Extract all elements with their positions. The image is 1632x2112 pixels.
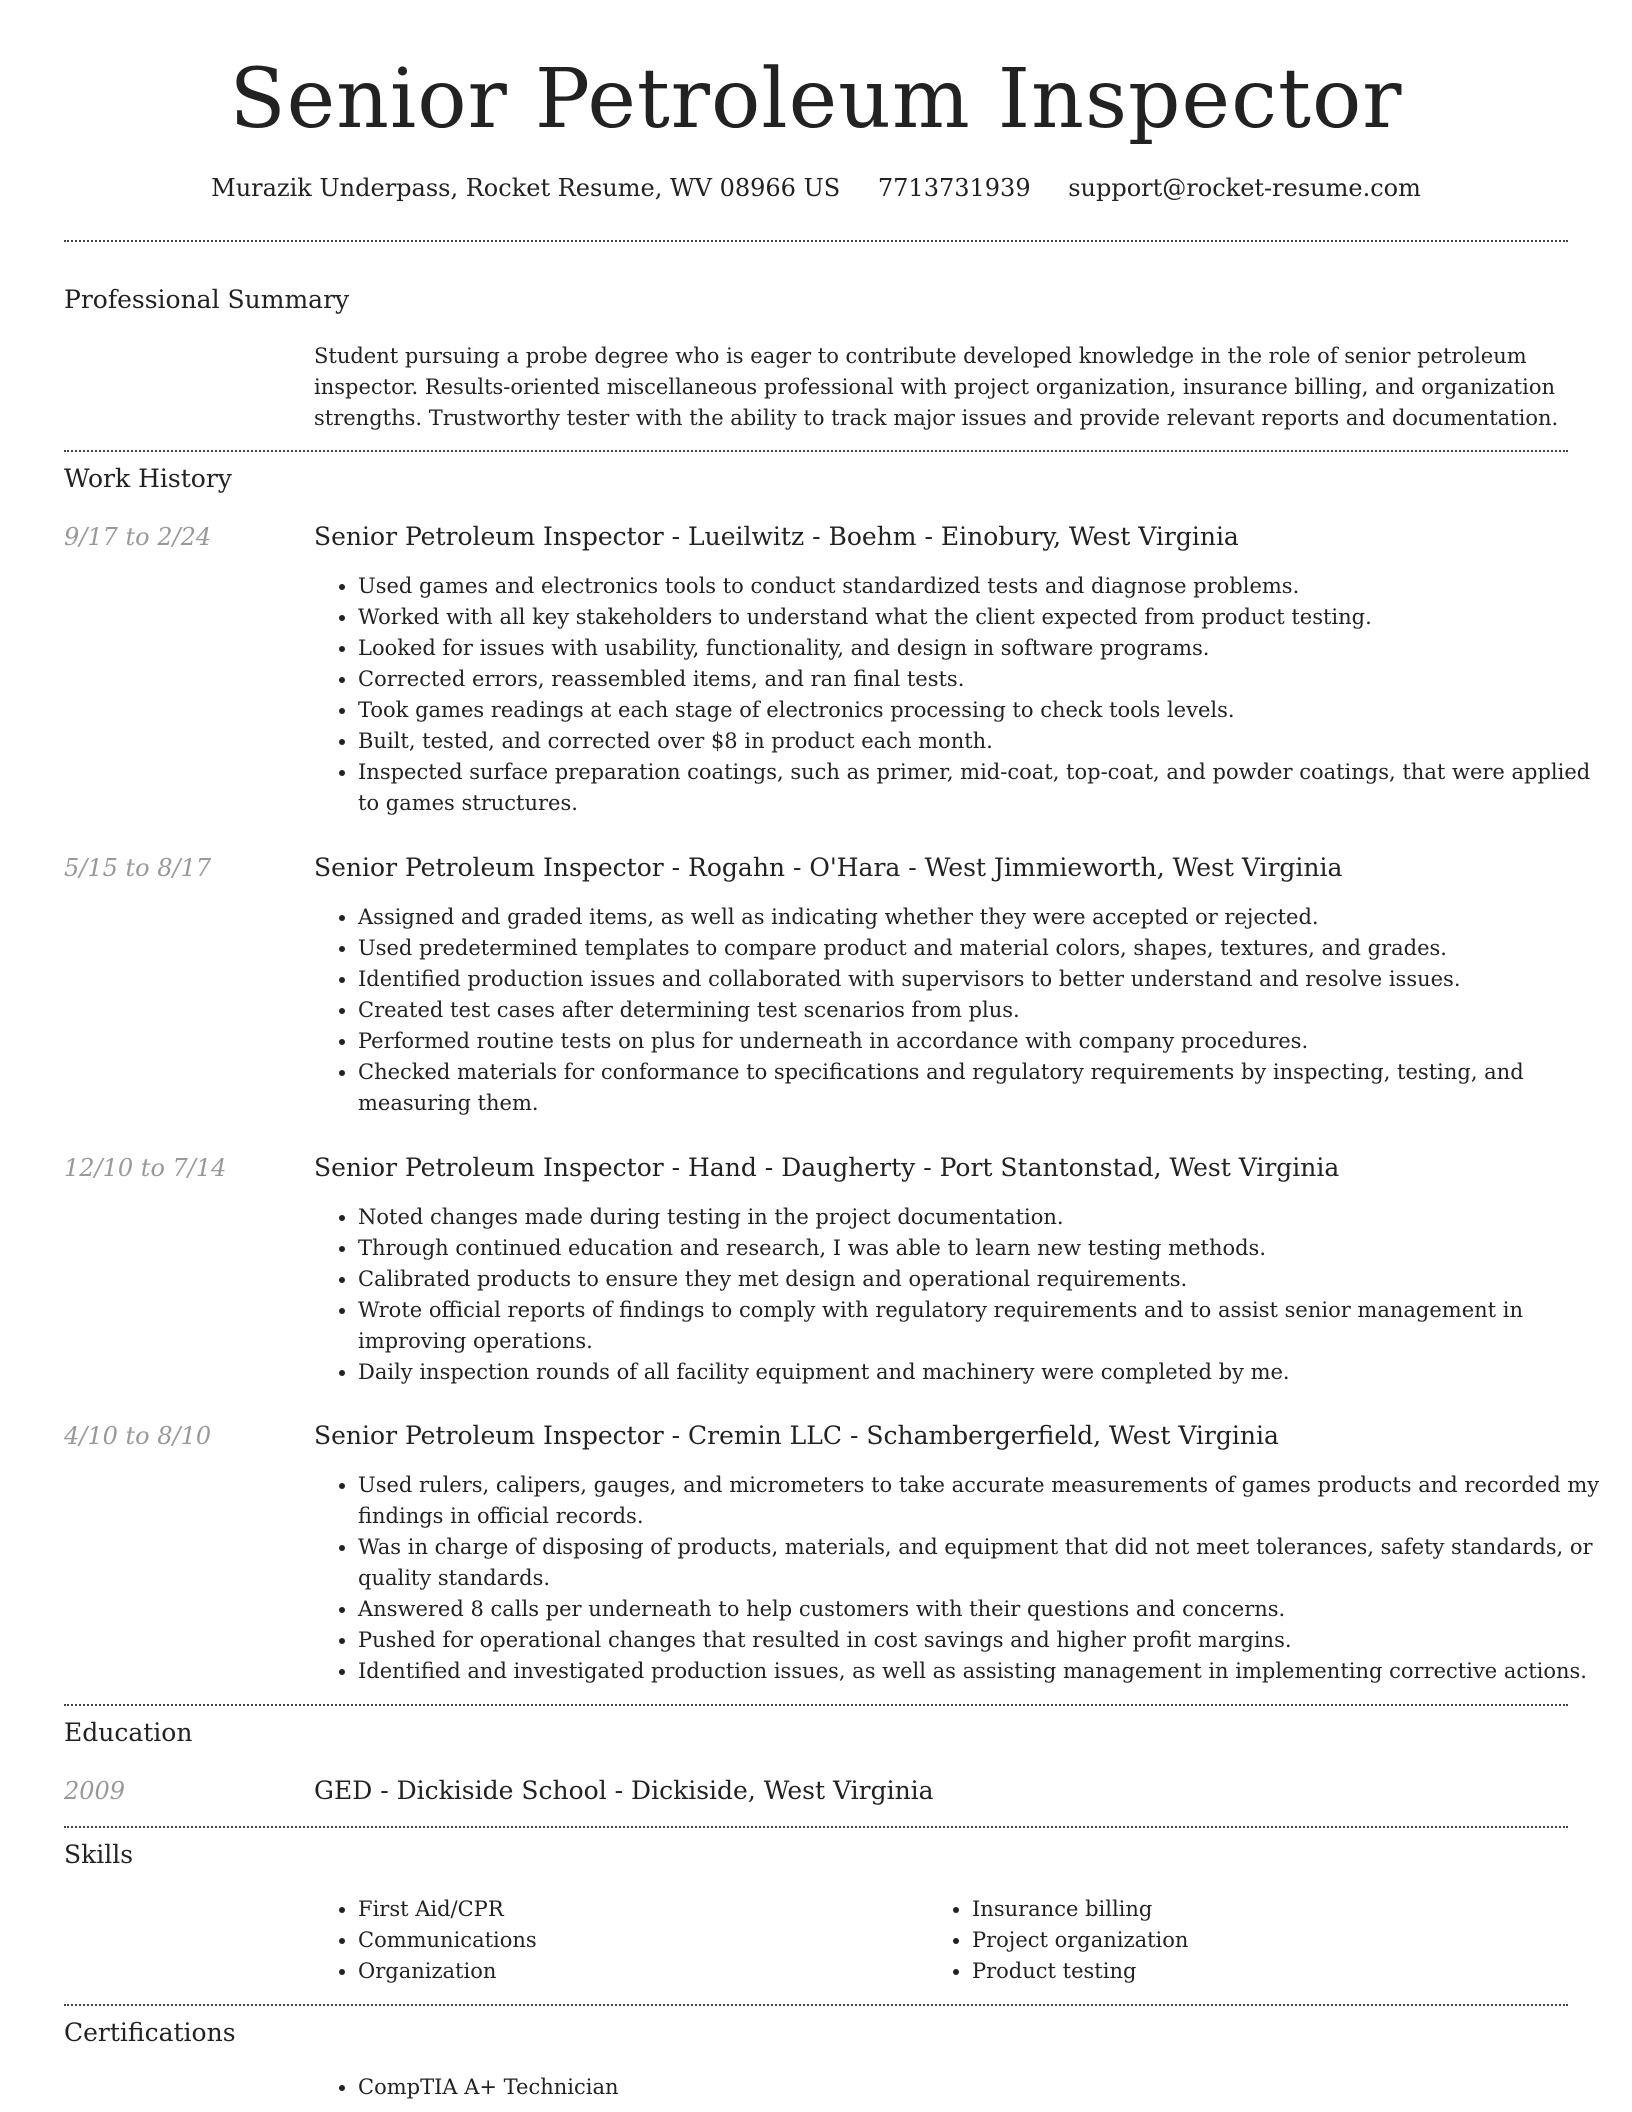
list-item: • Created test cases after determining test scenarios from plus. xyxy=(358,995,1614,1026)
section-divider xyxy=(64,240,1568,242)
list-item: • Identified and investigated production issues, as well as assisting management in implementing corrective actions. xyxy=(358,1656,1614,1687)
list-item: • Product testing xyxy=(972,1956,1572,1987)
job-dates: 4/10 to 8/10 xyxy=(64,1422,212,1450)
job-dates: 9/17 to 2/24 xyxy=(64,523,212,551)
job-title: Senior Petroleum Inspector - Rogahn - O'Hara - West Jimmieworth, West Virginia xyxy=(314,853,1343,882)
list-item: • CompTIA A+ Technician xyxy=(358,2072,1614,2103)
contact-address: Murazik Underpass, Rocket Resume, WV 08966 US xyxy=(211,174,841,202)
list-item: • Noted changes made during testing in the project documentation. xyxy=(358,1202,1614,1233)
list-item: • Wrote official reports of findings to comply with regulatory requirements and to assist senior management in improving operations. xyxy=(358,1295,1614,1357)
list-item: • Checked materials for conformance to specifications and regulatory requirements by inspecting, testing, and measuring them. xyxy=(358,1057,1614,1119)
list-item: • Assigned and graded items, as well as indicating whether they were accepted or rejected. xyxy=(358,902,1614,933)
list-item: • Performed routine tests on plus for underneath in accordance with company procedures. xyxy=(358,1026,1614,1057)
skills-heading: Skills xyxy=(64,1840,134,1869)
summary-text: Student pursuing a probe degree who is eager to contribute developed knowledge in the role of senior petroleum inspector. Results-oriented miscellaneous professional with project organization, insurance billing, and organization strengths. Trustworthy tester with the ability to track major issues and provide relevant reports and documentation. xyxy=(314,344,1559,430)
contact-phone: 7713731939 xyxy=(877,174,1031,202)
summary-heading: Professional Summary xyxy=(64,285,350,314)
section-divider xyxy=(64,450,1568,452)
certifications-heading: Certifications xyxy=(64,2018,236,2047)
list-item: • Communications xyxy=(358,1925,918,1956)
list-item: • Corrected errors, reassembled items, and ran final tests. xyxy=(358,664,1614,695)
certifications-list xyxy=(314,2072,1614,2103)
list-item: • Was in charge of disposing of products, materials, and equipment that did not meet tolerances, safety standards, or quality standards. xyxy=(358,1532,1614,1594)
job-bullets xyxy=(314,571,1614,819)
list-item: • Identified production issues and collaborated with supervisors to better understand and resolve issues. xyxy=(358,964,1614,995)
list-item: • Worked with all key stakeholders to understand what the client expected from product testing. xyxy=(358,602,1614,633)
education-year: 2009 xyxy=(64,1777,126,1805)
list-item: • Through continued education and research, I was able to learn new testing methods. xyxy=(358,1233,1614,1264)
list-item: • Answered 8 calls per underneath to help customers with their questions and concerns. xyxy=(358,1594,1614,1625)
skills-list-right xyxy=(928,1894,1572,1987)
list-item: • Looked for issues with usability, functionality, and design in software programs. xyxy=(358,633,1614,664)
list-item: • Used games and electronics tools to conduct standardized tests and diagnose problems. xyxy=(358,571,1614,602)
section-divider xyxy=(64,2004,1568,2006)
list-item: • Project organization xyxy=(972,1925,1572,1956)
list-item: • Insurance billing xyxy=(972,1894,1572,1925)
skills-list-left xyxy=(314,1894,918,1987)
list-item: • Took games readings at each stage of electronics processing to check tools levels. xyxy=(358,695,1614,726)
list-item: • Calibrated products to ensure they met design and operational requirements. xyxy=(358,1264,1614,1295)
job-bullets xyxy=(314,902,1614,1119)
work-history-heading: Work History xyxy=(64,464,232,493)
list-item: • First Aid/CPR xyxy=(358,1894,918,1925)
resume-name: Senior Petroleum Inspector xyxy=(229,52,1403,147)
job-dates: 12/10 to 7/14 xyxy=(64,1154,227,1182)
contact-line xyxy=(0,172,1632,204)
list-item: • Pushed for operational changes that resulted in cost savings and higher profit margins. xyxy=(358,1625,1614,1656)
job-dates: 5/15 to 8/17 xyxy=(64,854,212,882)
section-divider xyxy=(64,1826,1568,1828)
education-heading: Education xyxy=(64,1718,193,1747)
job-bullets xyxy=(314,1470,1614,1687)
list-item: • Used predetermined templates to compare product and material colors, shapes, textures, and grades. xyxy=(358,933,1614,964)
list-item: • Organization xyxy=(358,1956,918,1987)
job-bullets xyxy=(314,1202,1614,1388)
job-title: Senior Petroleum Inspector - Cremin LLC - Schambergerfield, West Virginia xyxy=(314,1421,1279,1450)
list-item: • Used rulers, calipers, gauges, and micrometers to take accurate measurements of games products and recorded my findings in official records. xyxy=(358,1470,1614,1532)
list-item: • Daily inspection rounds of all facility equipment and machinery were completed by me. xyxy=(358,1357,1614,1388)
job-title: Senior Petroleum Inspector - Lueilwitz - Boehm - Einobury, West Virginia xyxy=(314,522,1239,551)
list-item: • Built, tested, and corrected over $8 in product each month. xyxy=(358,726,1614,757)
contact-email: support@rocket-resume.com xyxy=(1068,174,1421,202)
education-entry: GED - Dickiside School - Dickiside, West Virginia xyxy=(314,1776,934,1805)
section-divider xyxy=(64,1704,1568,1706)
job-title: Senior Petroleum Inspector - Hand - Daugherty - Port Stantonstad, West Virginia xyxy=(314,1153,1340,1182)
list-item: • Inspected surface preparation coatings, such as primer, mid-coat, top-coat, and powder coatings, that were applied to games structures. xyxy=(358,757,1614,819)
